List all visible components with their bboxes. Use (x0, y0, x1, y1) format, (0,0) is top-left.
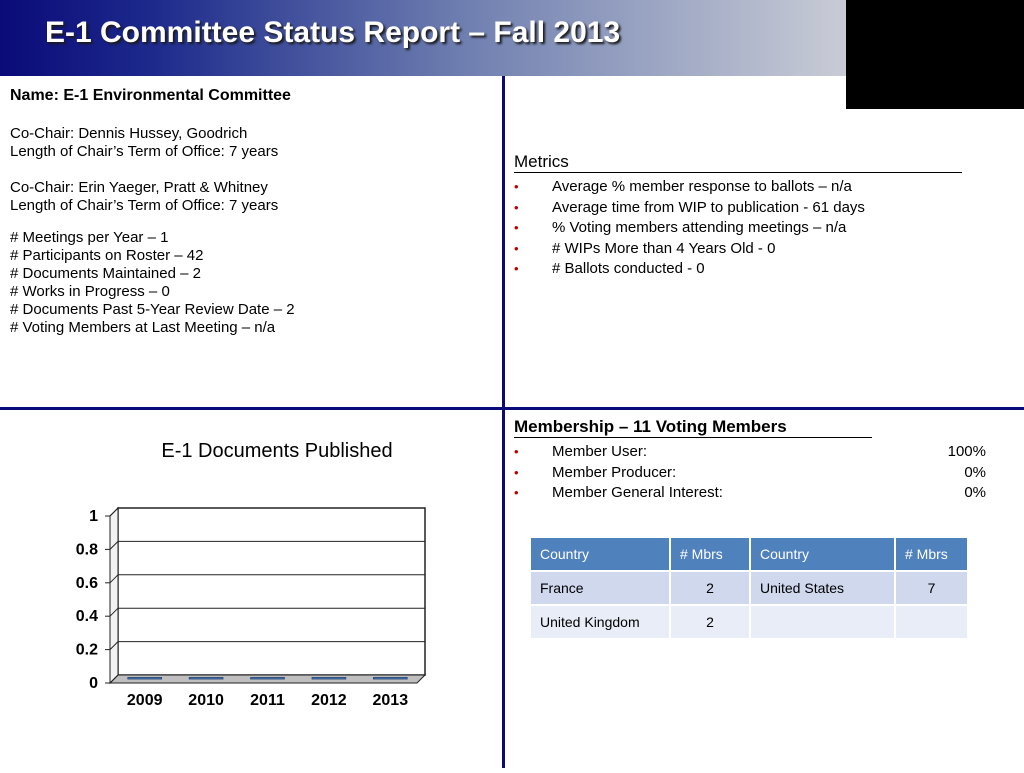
table-header-row (531, 538, 967, 570)
x-tick-label: 2009 (126, 692, 163, 709)
table-cell: 2 (671, 606, 749, 638)
stat-line: # Participants on Roster – 42 (10, 247, 204, 264)
bar (373, 678, 407, 680)
list-item: • Member User: 100% (514, 443, 986, 460)
list-item: • # Ballots conducted - 0 (514, 260, 705, 277)
cochair-2: Co-Chair: Erin Yaeger, Pratt & Whitney (10, 179, 268, 196)
table-cell: United Kingdom (531, 606, 669, 638)
plot-back-wall (118, 508, 425, 675)
x-tick-label: 2013 (372, 692, 409, 709)
membership-list (514, 442, 986, 504)
list-item: • Average % member response to ballots – n/a (514, 178, 852, 195)
table-cell: France (531, 572, 669, 604)
y-tick-label: 1 (89, 508, 98, 525)
column-header: # Mbrs (896, 538, 967, 570)
membership-section (514, 417, 986, 504)
column-header: Country (531, 538, 669, 570)
x-tick-label: 2010 (188, 692, 224, 709)
bar (312, 678, 346, 680)
x-tick-label: 2011 (250, 692, 285, 709)
term-1: Length of Chair’s Term of Office: 7 years (10, 143, 279, 160)
table-cell (896, 606, 967, 638)
country-members-table (529, 536, 969, 640)
list-item: • # WIPs More than 4 Years Old - 0 (514, 239, 776, 257)
cochair-1: Co-Chair: Dennis Hussey, Goodrich (10, 125, 248, 142)
metrics-section (514, 152, 984, 280)
table-row (531, 606, 967, 638)
list-item: • Average time from WIP to publication - 61 days (514, 198, 865, 216)
bullet-icon: • (514, 220, 519, 235)
table-row (531, 572, 967, 604)
horizontal-divider (0, 407, 1024, 410)
list-item: • Member Producer: 0% (514, 463, 986, 481)
bar (128, 678, 162, 680)
stat-line: # Documents Past 5-Year Review Date – 2 (10, 301, 295, 318)
table-cell: United States (751, 572, 894, 604)
vertical-divider (502, 76, 505, 768)
bullet-icon: • (514, 444, 519, 459)
bullet-icon: • (514, 261, 519, 276)
y-tick-label: 0.8 (75, 541, 98, 559)
metrics-title: Metrics (514, 152, 962, 173)
bullet-icon: • (514, 464, 519, 480)
logo-placeholder (846, 0, 1024, 109)
chart-title: E-1 Documents Published (161, 440, 393, 462)
membership-title: Membership – 11 Voting Members (514, 417, 872, 438)
metrics-list (514, 177, 984, 280)
table-cell: 2 (671, 572, 749, 604)
column-header: Country (751, 538, 894, 570)
table-cell (751, 606, 894, 638)
stat-line: # Meetings per Year – 1 (10, 229, 169, 246)
x-tick-label: 2012 (311, 692, 347, 709)
column-header: # Mbrs (671, 538, 749, 570)
y-tick-label: 0.6 (75, 574, 98, 592)
bullet-icon: • (514, 240, 519, 256)
chart-svg (0, 420, 500, 768)
documents-published-chart (0, 420, 500, 768)
bullet-icon: • (514, 199, 519, 215)
cochair-block-1 (10, 125, 295, 161)
committee-name: Name: E-1 Environmental Committee (10, 87, 291, 104)
stat-line: # Voting Members at Last Meeting – n/a (10, 319, 276, 336)
list-item: • Member General Interest: 0% (514, 484, 986, 501)
list-item: • % Voting members attending meetings – n/a (514, 219, 847, 236)
bar (189, 678, 223, 680)
y-tick-label: 0.4 (75, 608, 98, 626)
bar (251, 678, 285, 680)
table-cell: 7 (896, 572, 967, 604)
committee-stats (10, 229, 295, 337)
y-tick-label: 0.2 (75, 641, 98, 659)
bullet-icon: • (514, 485, 519, 500)
y-tick-label: 0 (89, 675, 98, 692)
committee-info (10, 87, 295, 337)
stat-line: # Documents Maintained – 2 (10, 265, 201, 282)
page-title: E-1 Committee Status Report – Fall 2013 (45, 16, 621, 49)
cochair-block-2 (10, 179, 295, 215)
header-bar (0, 0, 846, 76)
term-2: Length of Chair’s Term of Office: 7 years (10, 197, 279, 214)
bullet-icon: • (514, 179, 519, 194)
stat-line: # Works in Progress – 0 (10, 283, 170, 300)
plot-side-wall (110, 508, 118, 683)
